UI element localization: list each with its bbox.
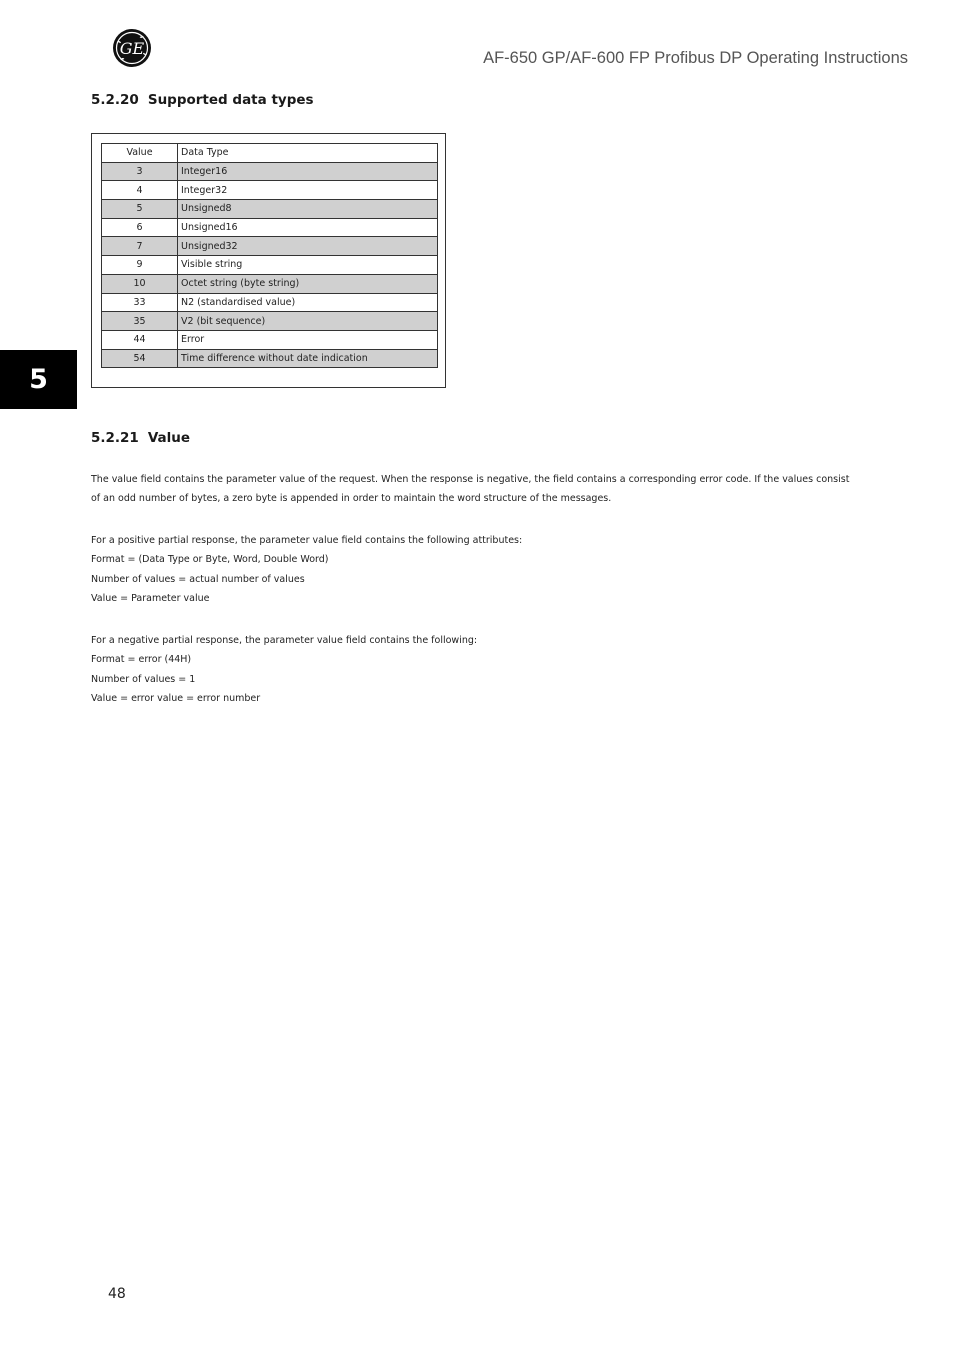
cell-data-type: Integer16 (178, 162, 438, 181)
cell-value: 7 (102, 237, 178, 256)
table-row (102, 349, 438, 368)
cell-value: 10 (102, 274, 178, 293)
cell-data-type: Visible string (178, 256, 438, 275)
table-row (102, 162, 438, 181)
column-header-data-type: Data Type (178, 144, 438, 163)
section-number: 5.2.21 (91, 430, 139, 446)
cell-value: 54 (102, 349, 178, 368)
cell-data-type: V2 (bit sequence) (178, 312, 438, 331)
table-row (102, 293, 438, 312)
paragraph-line: Format = error (44H) (91, 654, 192, 666)
cell-data-type: Unsigned32 (178, 237, 438, 256)
paragraph-line: Value = error value = error number (91, 692, 261, 704)
data-types-table (101, 143, 438, 368)
positive-response-block (91, 531, 851, 608)
table-row (102, 256, 438, 275)
paragraph-line: The value field contains the parameter value of the request. When the response is negative, the field contains a corresponding error code. If the values consist (91, 474, 850, 485)
cell-value: 4 (102, 181, 178, 200)
paragraph-line: For a positive partial response, the parameter value field contains the following attributes: (91, 535, 523, 546)
cell-value: 6 (102, 218, 178, 237)
cell-value: 9 (102, 256, 178, 275)
table-row (102, 330, 438, 349)
cell-data-type: Error (178, 330, 438, 349)
paragraph-line: Number of values = actual number of values (91, 573, 305, 585)
value-intro-paragraph (91, 470, 851, 509)
page-number: 48 (108, 1286, 126, 1302)
table-row (102, 218, 438, 237)
negative-response-block (91, 631, 851, 708)
table-row (102, 274, 438, 293)
table-row (102, 200, 438, 219)
section-number: 5.2.20 (91, 92, 139, 108)
table-header-row (102, 144, 438, 163)
paragraph-line: of an odd number of bytes, a zero byte is appended in order to maintain the word structure of the messages. (91, 493, 612, 505)
paragraph-line: Format = (Data Type or Byte, Word, Double Word) (91, 554, 329, 566)
section-title: Value (147, 430, 191, 446)
cell-data-type: N2 (standardised value) (178, 293, 438, 312)
section-heading-value (91, 430, 190, 446)
cell-value: 33 (102, 293, 178, 312)
ge-logo (112, 28, 152, 68)
cell-data-type: Unsigned8 (178, 200, 438, 219)
logo-lettering: GE (119, 39, 145, 58)
cell-value: 3 (102, 162, 178, 181)
cell-value: 44 (102, 330, 178, 349)
cell-data-type: Time difference without date indication (178, 349, 438, 368)
chapter-tab: 5 (0, 350, 77, 409)
paragraph-line: Number of values = 1 (91, 673, 196, 685)
column-header-value: Value (102, 144, 178, 163)
cell-data-type: Unsigned16 (178, 218, 438, 237)
cell-value: 5 (102, 200, 178, 219)
paragraph-line: For a negative partial response, the parameter value field contains the following: (91, 635, 478, 646)
cell-value: 35 (102, 312, 178, 331)
cell-data-type: Octet string (byte string) (178, 274, 438, 293)
document-title: AF-650 GP/AF-600 FP Profibus DP Operating Instructions (483, 49, 908, 67)
paragraph-line: Value = Parameter value (91, 592, 210, 604)
table-row (102, 237, 438, 256)
cell-data-type: Integer32 (178, 181, 438, 200)
section-heading-supported-data-types (91, 92, 314, 108)
table-row (102, 181, 438, 200)
section-title: Supported data types (147, 92, 314, 108)
table-row (102, 312, 438, 331)
data-types-table-frame (91, 133, 446, 388)
